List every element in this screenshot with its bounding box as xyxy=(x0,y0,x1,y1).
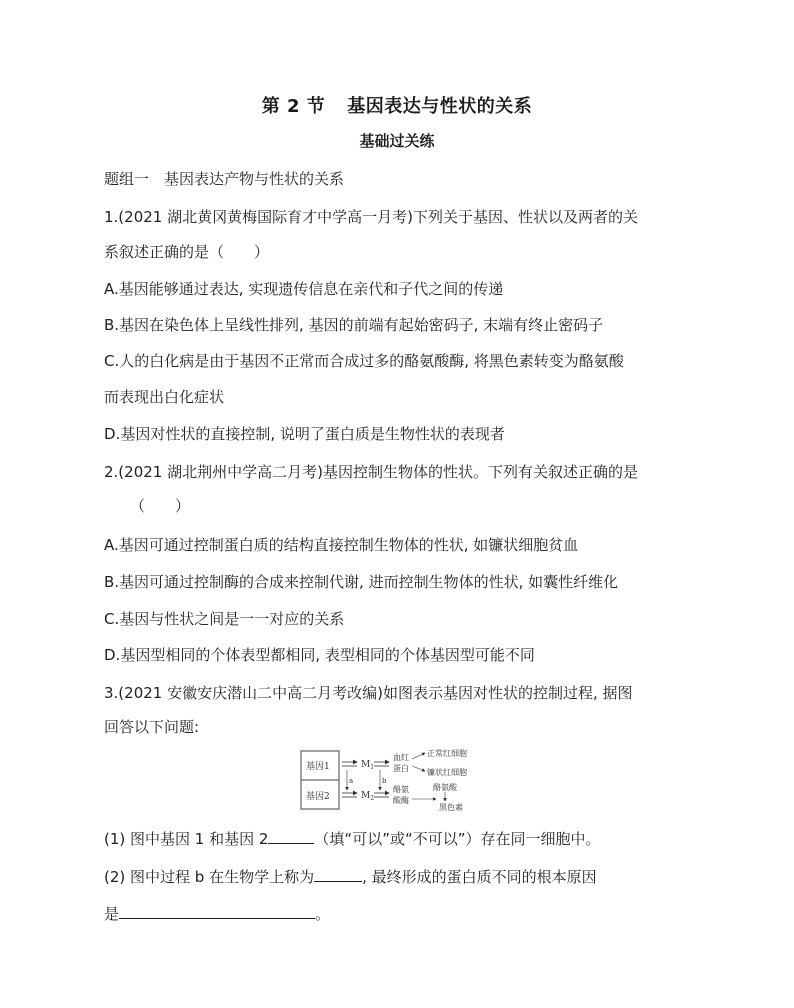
gene-control-diagram xyxy=(300,747,500,813)
q3-part2: (2) 图中过程 b 在生物学上称为 , 最终形成的蛋白质不同的根本原因 xyxy=(104,865,597,888)
melanin-label: 黑色素 xyxy=(439,803,463,812)
q2-stem-line2: （ ） xyxy=(130,497,191,515)
sickle-rbc-arrow xyxy=(412,766,425,771)
page-subtitle: 基础过关练 xyxy=(359,132,435,150)
q1-option-c-line1: C.人的白化病是由于基因不正常而合成过多的酪氨酸酶, 将黑色素转变为酪氨酸 xyxy=(104,352,624,370)
q3-stem-line1: 3.(2021 安徽安庆潜山二中高二月考改编)如图表示基因对性状的控制过程, 据图 xyxy=(104,684,633,702)
q2-option-d: D.基因型相同的个体表型都相同, 表型相同的个体基因型可能不同 xyxy=(104,646,535,664)
process-a-label: a xyxy=(349,777,354,785)
section-name: 基因表达与性状的关系 xyxy=(347,96,533,117)
process-b-label: b xyxy=(382,777,387,785)
section-number: 第 2 节 xyxy=(261,96,326,117)
gene2-label: 基因2 xyxy=(306,792,330,802)
q1-stem-line1: 1.(2021 湖北黄冈黄梅国际育才中学高一月考)下列关于基因、性状以及两者的关 xyxy=(104,208,638,226)
q3-part3: 是 。 xyxy=(104,902,330,925)
q1-option-d: D.基因对性状的直接控制, 说明了蛋白质是生物性状的表现者 xyxy=(104,425,505,443)
q3-part1-blank[interactable] xyxy=(268,827,314,844)
normal-rbc-label: 正常红细胞 xyxy=(427,749,467,758)
q2-option-b: B.基因可通过控制酶的合成来控制代谢, 进而控制生物体的性状, 如囊性纤维化 xyxy=(104,573,619,591)
tyrosinase-label-2: 酸酶 xyxy=(393,796,409,805)
q1-option-b: B.基因在染色体上呈线性排列, 基因的前端有起始密码子, 末端有终止密码子 xyxy=(104,316,604,334)
hemoglobin-label-2: 蛋白 xyxy=(393,764,409,773)
q2-stem-line1: 2.(2021 湖北荆州中学高二月考)基因控制生物体的性状。下列有关叙述正确的是 xyxy=(104,463,638,481)
q2-option-c: C.基因与性状之间是一一对应的关系 xyxy=(104,610,345,628)
q1-option-c-line2: 而表现出白化症状 xyxy=(104,388,225,406)
q3-stem-line2: 回答以下问题: xyxy=(104,718,200,736)
tyrosinase-label-1: 酪氨 xyxy=(393,785,409,794)
q1-stem-line2: 系叙述正确的是（ ） xyxy=(104,243,270,261)
q3-part1: (1) 图中基因 1 和基因 2 （填“可以”或“不可以”）存在同一细胞中。 xyxy=(104,827,601,850)
group-heading: 题组一 基因表达产物与性状的关系 xyxy=(104,170,345,188)
q3-part2-blank[interactable] xyxy=(314,865,362,882)
sickle-rbc-label: 镰状红细胞 xyxy=(427,768,467,777)
m2-label: $M_2$ xyxy=(361,791,375,802)
gene1-label: 基因1 xyxy=(306,762,330,772)
hemoglobin-label-1: 血红 xyxy=(393,753,409,762)
normal-rbc-arrow xyxy=(412,753,425,759)
m1-label: $M_1$ xyxy=(361,760,375,771)
q3-part3-blank[interactable] xyxy=(119,902,315,919)
q2-option-a: A.基因可通过控制蛋白质的结构直接控制生物体的性状, 如镰状细胞贫血 xyxy=(104,536,579,554)
page-title xyxy=(0,92,794,118)
tyrosine-label: 酪氨酸 xyxy=(433,783,457,792)
q1-option-a: A.基因能够通过表达, 实现遗传信息在亲代和子代之间的传递 xyxy=(104,280,504,298)
